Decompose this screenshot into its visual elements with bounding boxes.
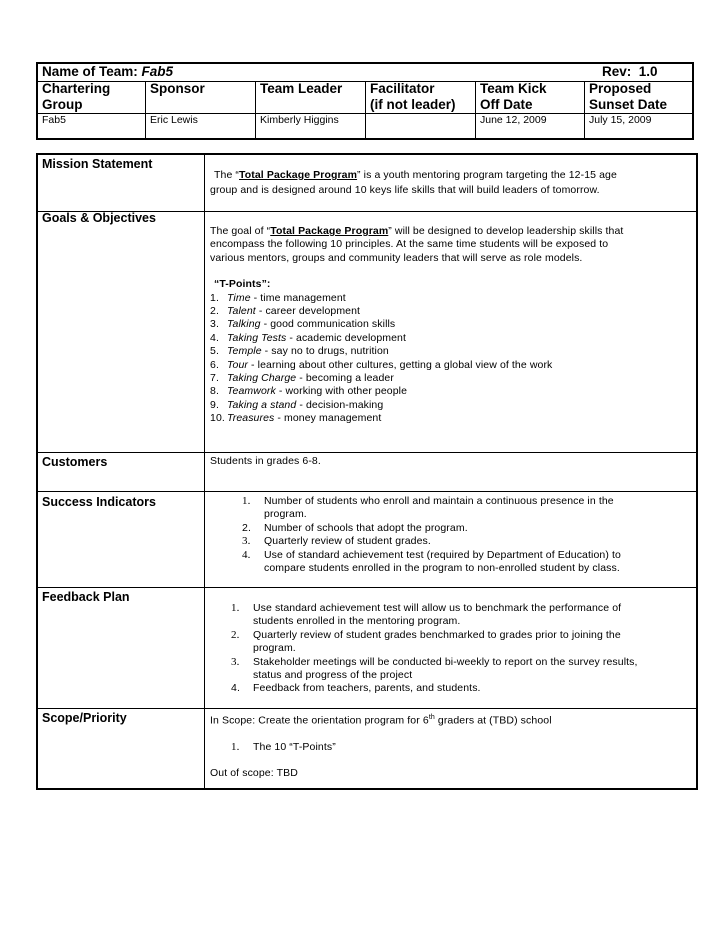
- revision: [602, 64, 658, 79]
- tpoint-item: 8. Teamwork - working with other people: [210, 385, 408, 398]
- team-leader-value: Kimberly Higgins: [260, 114, 339, 126]
- team-name-row: [42, 64, 173, 79]
- tpoint-item: 4. Taking Tests - academic development: [210, 331, 407, 344]
- tpoint-item: 7. Taking Charge - becoming a leader: [210, 372, 394, 385]
- tpoint-item: 1. Time - time management: [210, 291, 346, 304]
- tpoints-list: [210, 292, 696, 426]
- feedback-item: 1. Use standard achievement test will allow us to benchmark the performance of students enrolled in the mentoring program.: [231, 602, 622, 628]
- sunset-date-value: July 15, 2009: [589, 114, 652, 126]
- success-label: Success Indicators: [42, 495, 156, 509]
- row-divider: [38, 708, 696, 709]
- success-list: [242, 495, 698, 575]
- rev-value: 1.0: [638, 64, 658, 79]
- row-divider: [38, 452, 696, 453]
- tpoint-term: Time: [227, 291, 251, 304]
- program-name: Total Package Program: [270, 225, 389, 237]
- feedback-label: Feedback Plan: [42, 590, 130, 604]
- col-head-facilitator: Facilitator (if not leader): [370, 81, 456, 112]
- goals-label: Goals & Objectives: [42, 211, 156, 225]
- customers-label: Customers: [42, 455, 108, 469]
- feedback-list: [231, 602, 697, 696]
- team-header-table: [36, 62, 694, 140]
- col-head-kickoff: Team Kick Off Date: [480, 81, 547, 112]
- success-item: 4. Use of standard achievement test (required by Department of Education) to compare students enrolled in the program to non-enrolled student by class.: [242, 548, 621, 575]
- tpoint-item: 6. Tour - learning about other cultures, getting a global view of the work: [210, 358, 553, 371]
- tpoint-item: 9. Taking a stand - decision-making: [210, 398, 384, 411]
- feedback-item: 2. Quarterly review of student grades benchmarked to grades prior to joining the program.: [231, 628, 621, 655]
- header-col-divider: [365, 81, 366, 138]
- tpoints-title: “T-Points”:: [214, 278, 271, 291]
- tpoint-term: Taking Charge: [227, 372, 297, 385]
- col-head-chartering: Chartering Group: [42, 81, 111, 112]
- header-col-divider: [255, 81, 256, 138]
- customers-text: Students in grades 6-8.: [210, 455, 321, 467]
- team-name-label: Name of Team:: [42, 64, 138, 79]
- tpoint-term: Temple: [227, 345, 262, 358]
- rev-label: Rev:: [602, 64, 632, 79]
- label-column-divider: [204, 155, 205, 788]
- mission-label: Mission Statement: [42, 157, 153, 171]
- tpoint-item: 5. Temple - say no to drugs, nutrition: [210, 345, 389, 358]
- goals-text: The goal of “Total Package Program” will be designed to develop leadership skills that encompass the following 10 principles. At the same time students will be exposed to various mentors, groups and community leaders that will serve as role models. “T-Points”: 1. Time - time management 2. Talent - career development 3. Talking - good communication skills 4. Taking Tests - academic development 5. Temple - say no to drugs, nutrition 6. Tour - learning about other cultures, getting a global view of the work 7. Taking Charge - becoming a leader 8. Teamwork - working with other people 9. Taking a stand - decision-making 10. Treasures - money management: [210, 225, 696, 426]
- tpoint-term: Taking a stand: [227, 398, 297, 411]
- col-head-team-leader: Team Leader: [260, 81, 343, 96]
- tpoint-term: Treasures: [227, 412, 275, 425]
- col-head-sunset: Proposed Sunset Date: [589, 81, 668, 112]
- scope-text: In Scope: Create the orientation program for 6th graders at (TBD) school 1. The 10 “T-Points” Out of scope: TBD: [210, 711, 696, 781]
- feedback-item: 4. Feedback from teachers, parents, and students.: [231, 682, 481, 695]
- header-col-divider: [145, 81, 146, 138]
- team-name-value: Fab5: [141, 64, 174, 79]
- success-item: 2. Number of schools that adopt the program.: [242, 521, 468, 534]
- tpoint-term: Teamwork: [227, 385, 276, 398]
- kickoff-date-value: June 12, 2009: [480, 114, 547, 126]
- row-divider: [38, 587, 696, 588]
- chartering-group-value: Fab5: [42, 114, 66, 126]
- tpoint-term: Talking: [227, 318, 261, 331]
- charter-details-table: [36, 153, 698, 790]
- success-item: 3. Quarterly review of student grades.: [242, 535, 431, 548]
- col-head-sponsor: Sponsor: [150, 81, 205, 96]
- feedback-item: 3. Stakeholder meetings will be conducted bi-weekly to report on the survey results, status and progress of the project: [231, 655, 638, 682]
- program-name: Total Package Program: [239, 169, 358, 181]
- mission-text: The “Total Package Program” is a youth mentoring program targeting the 12-15 age group and is designed around 10 keys life skills that will build leaders of tomorrow.: [210, 169, 617, 197]
- tpoint-item: 2. Talent - career development: [210, 305, 361, 318]
- success-item: 1. Number of students who enroll and maintain a continuous presence in the program.: [242, 495, 614, 521]
- sponsor-value: Eric Lewis: [150, 114, 198, 126]
- header-col-divider: [584, 81, 585, 138]
- tpoint-item: 10. Treasures - money management: [210, 412, 382, 425]
- scope-item: 1. The 10 “T-Points”: [231, 740, 336, 753]
- header-col-divider: [475, 81, 476, 138]
- tpoint-term: Taking Tests: [227, 331, 287, 344]
- tpoint-term: Tour: [227, 358, 249, 371]
- tpoint-item: 3. Talking - good communication skills: [210, 318, 396, 331]
- tpoint-term: Talent: [227, 305, 256, 318]
- row-divider: [38, 491, 696, 492]
- scope-label: Scope/Priority: [42, 711, 127, 725]
